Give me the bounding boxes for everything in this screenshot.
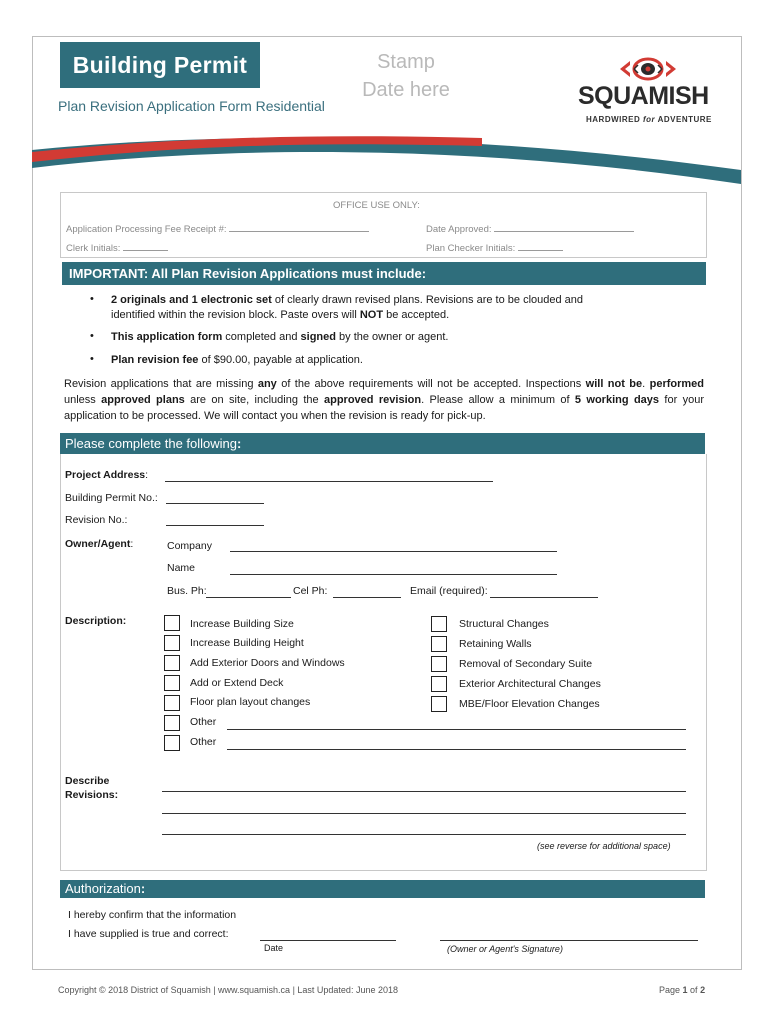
bp-no-label: Building Permit No.: xyxy=(65,492,158,504)
date-approved-label: Date Approved: xyxy=(426,221,634,235)
signature-field[interactable] xyxy=(440,940,698,941)
bus-ph-field[interactable] xyxy=(206,597,291,598)
form-subtitle: Plan Revision Application Form Residential xyxy=(58,98,325,114)
option-label: Removal of Secondary Suite xyxy=(459,658,593,670)
form-section-heading: Please complete the following: xyxy=(60,433,705,454)
important-banner: IMPORTANT: All Plan Revision Applications must include: xyxy=(62,262,706,285)
signature-label: (Owner or Agent's Signature) xyxy=(447,944,563,954)
checkbox-increase-height[interactable] xyxy=(164,635,180,651)
option-label: Other xyxy=(190,716,217,728)
name-label: Name xyxy=(167,562,196,574)
describe-line-1[interactable] xyxy=(162,791,686,792)
describe-line-3[interactable] xyxy=(162,834,686,835)
email-field[interactable] xyxy=(490,597,598,598)
checkbox-structural[interactable] xyxy=(431,616,447,632)
option-label: Increase Building Size xyxy=(190,618,294,630)
date-field[interactable] xyxy=(260,940,396,941)
requirement-2: This application form completed and signed by the owner or agent. xyxy=(111,331,449,343)
email-label: Email (required): xyxy=(410,585,488,597)
checkbox-other-1[interactable] xyxy=(164,715,180,731)
stamp-area xyxy=(346,48,466,104)
requirement-3: Plan revision fee of $90.00, payable at application. xyxy=(111,354,363,366)
revision-no-field[interactable] xyxy=(166,525,264,526)
page-title: Building Permit xyxy=(60,42,260,88)
option-label: Add or Extend Deck xyxy=(190,677,284,689)
auth-text-2: I have supplied is true and correct: xyxy=(68,928,229,940)
cel-ph-field[interactable] xyxy=(333,597,401,598)
other-1-field[interactable] xyxy=(227,729,686,730)
header-swoosh-decoration xyxy=(32,128,741,188)
other-2-field[interactable] xyxy=(227,749,686,750)
project-address-field[interactable] xyxy=(165,481,493,482)
stamp-line-1: Stamp xyxy=(377,51,435,73)
stamp-line-2: Date here xyxy=(362,79,450,101)
checkbox-exterior-doors[interactable] xyxy=(164,655,180,671)
company-field[interactable] xyxy=(230,551,557,552)
checkbox-increase-size[interactable] xyxy=(164,615,180,631)
clerk-initials-label: Clerk Initials: xyxy=(66,240,168,254)
footer-copyright: Copyright © 2018 District of Squamish | www.squamish.ca | Last Updated: June 2018 xyxy=(58,985,398,995)
office-use-heading: OFFICE USE ONLY: xyxy=(333,200,420,211)
authorization-heading: Authorization: xyxy=(60,880,705,898)
checkbox-retaining-walls[interactable] xyxy=(431,636,447,652)
bullet-icon: • xyxy=(90,330,94,342)
form-box xyxy=(60,454,707,871)
plan-checker-label: Plan Checker Initials: xyxy=(426,240,563,254)
describe-revisions-label: Describe Revisions: xyxy=(65,775,119,801)
bullet-icon: • xyxy=(90,293,94,305)
logo-wordmark: SQUAMISH xyxy=(578,82,709,110)
squamish-logo-icon xyxy=(612,56,684,82)
option-label: Other xyxy=(190,736,217,748)
option-label: Increase Building Height xyxy=(190,637,304,649)
office-use-box xyxy=(60,192,707,258)
see-reverse-note: (see reverse for additional space) xyxy=(537,841,671,851)
option-label: Structural Changes xyxy=(459,618,549,630)
project-address-label: Project Address: xyxy=(65,469,149,481)
fee-receipt-label: Application Processing Fee Receipt #: xyxy=(66,221,369,235)
date-label: Date xyxy=(264,943,284,953)
describe-line-2[interactable] xyxy=(162,813,686,814)
option-label: Retaining Walls xyxy=(459,638,532,650)
revision-no-label: Revision No.: xyxy=(65,514,128,526)
checkbox-other-2[interactable] xyxy=(164,735,180,751)
company-label: Company xyxy=(167,540,212,552)
option-label: Floor plan layout changes xyxy=(190,696,311,708)
checkbox-deck[interactable] xyxy=(164,675,180,691)
option-label: Exterior Architectural Changes xyxy=(459,678,601,690)
page-number: Page 1 of 2 xyxy=(659,985,706,995)
requirement-1: 2 originals and 1 electronic set of clearly drawn revised plans. Revisions are to be clouded and identified within the revision block. Paste overs will NOT be accepted. xyxy=(111,294,584,321)
owner-agent-label: Owner/Agent: xyxy=(65,538,134,550)
logo-tagline: HARDWIRED for ADVENTURE xyxy=(586,115,712,124)
bus-ph-label: Bus. Ph: xyxy=(167,585,207,597)
name-field[interactable] xyxy=(230,574,557,575)
description-label: Description: xyxy=(65,615,127,627)
checkbox-mbe-elevation[interactable] xyxy=(431,696,447,712)
option-label: MBE/Floor Elevation Changes xyxy=(459,698,600,710)
bp-no-field[interactable] xyxy=(166,503,264,504)
requirements-paragraph: Revision applications that are missing any of the above requirements will not be accepted. Inspections will not be. performed unless approved plans are on site, including the approved revision. Please allow a minimum of 5 working days for your application to be processed. We will contact you when the revision is ready for pick-up. xyxy=(64,378,705,422)
bullet-icon: • xyxy=(90,353,94,365)
option-label: Add Exterior Doors and Windows xyxy=(190,657,345,669)
checkbox-floor-plan[interactable] xyxy=(164,695,180,711)
cel-ph-label: Cel Ph: xyxy=(293,585,328,597)
checkbox-exterior-arch[interactable] xyxy=(431,676,447,692)
checkbox-secondary-suite[interactable] xyxy=(431,656,447,672)
auth-text-1: I hereby confirm that the information xyxy=(68,909,237,921)
